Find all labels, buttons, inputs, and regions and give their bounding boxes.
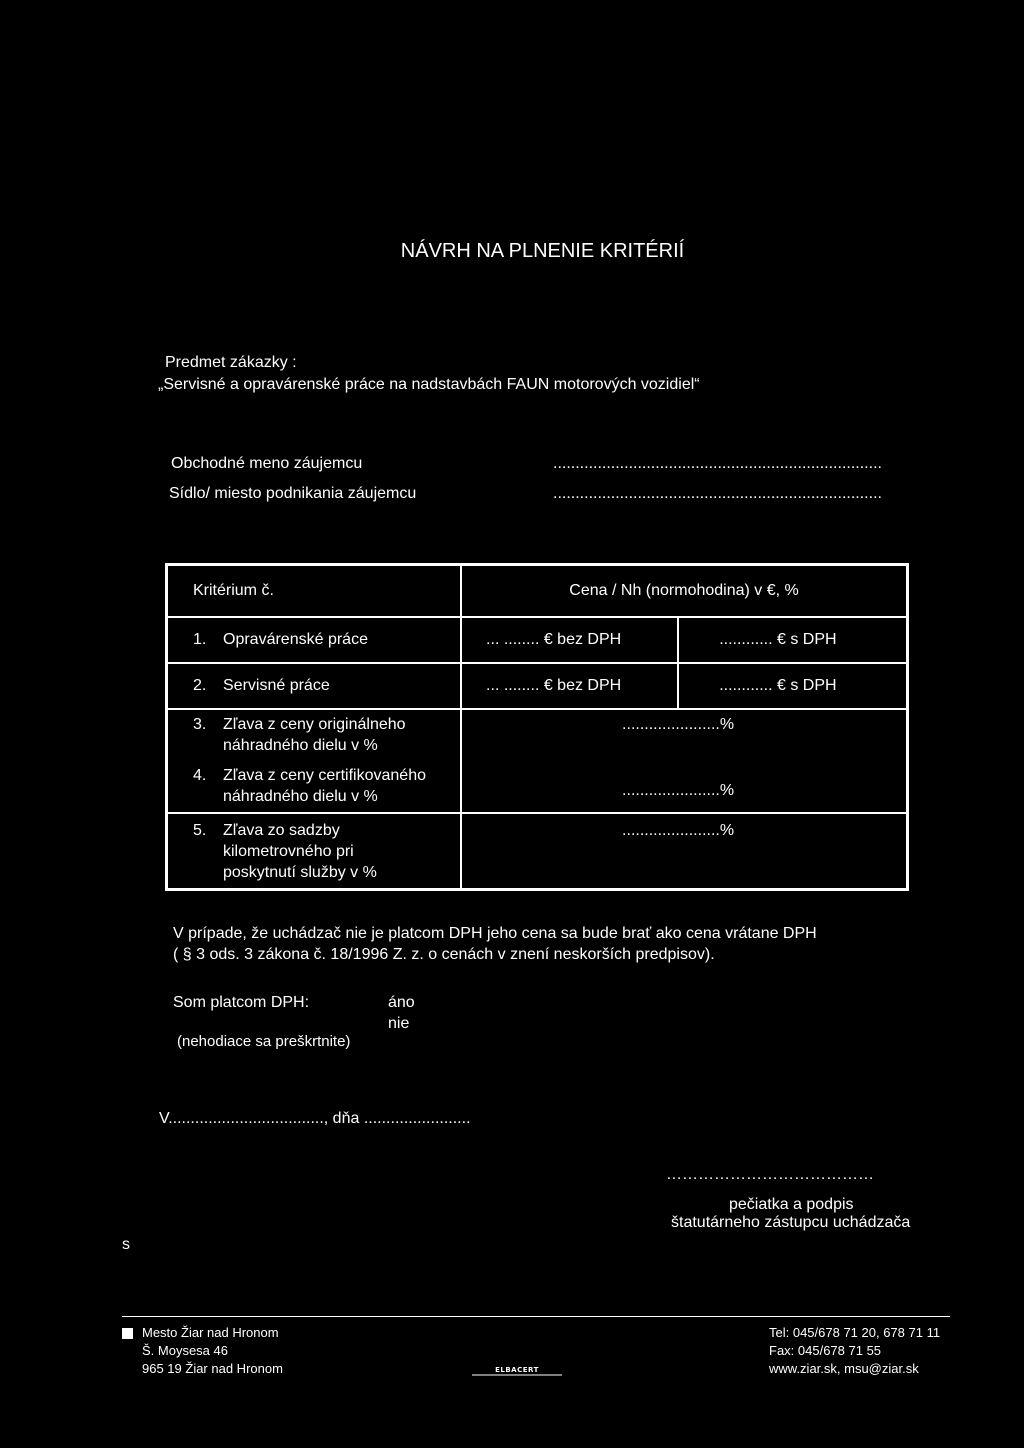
criterion-label: Servisné práce [223, 677, 330, 695]
place-date-field[interactable]: V..................................., dňa ........................ [159, 1110, 471, 1127]
subject-label: Predmet zákazky : [165, 354, 297, 371]
table-row [167, 813, 908, 889]
criteria-table [165, 563, 909, 891]
criterion-number: 2. [193, 677, 207, 695]
elbacert-logo [472, 1364, 562, 1376]
table-row [167, 617, 908, 663]
price-without-vat[interactable]: ... ........ € bez DPH [461, 617, 678, 663]
criterion-label: Zľava z ceny certifikovaného [223, 766, 426, 784]
applicant-seat-label: Sídlo/ miesto podnikania záujemcu [169, 485, 417, 502]
footer-org-street: Š. Moysesa 46 [142, 1343, 228, 1358]
criterion-number: 5. [193, 822, 207, 840]
signature-line: ………………………………… [666, 1166, 874, 1183]
criterion-label: Opravárenské práce [223, 631, 368, 649]
discount-certified-field[interactable]: ......................% [461, 759, 907, 813]
logo-text: ELBACERT [495, 1366, 539, 1374]
table-row [167, 709, 908, 759]
vat-payer-hint: (nehodiace sa preškrtnite) [177, 1033, 351, 1050]
criterion-number: 3. [193, 715, 207, 733]
vat-note-line2: ( § 3 ods. 3 zákona č. 18/1996 Z. z. o cenách v znení neskorších predpisov). [173, 946, 715, 963]
criterion-label-cont: poskytnutí služby v % [223, 864, 377, 882]
vat-payer-no[interactable]: nie [388, 1015, 410, 1032]
criterion-label-cont: náhradného dielu v % [223, 787, 378, 805]
criterion-label-cont: kilometrovného pri [223, 843, 354, 861]
applicant-seat-field[interactable]: .......................................................................... [553, 485, 882, 502]
price-with-vat[interactable]: ............ € s DPH [678, 617, 907, 663]
criterion-label: Zľava zo sadzby [223, 822, 340, 840]
stray-letter: s [122, 1236, 130, 1253]
table-row [167, 663, 908, 709]
vat-payer-label: Som platcom DPH: [173, 994, 310, 1011]
footer-org-city: 965 19 Žiar nad Hronom [142, 1361, 283, 1376]
table-row [167, 759, 908, 813]
footer-phone: Tel: 045/678 71 20, 678 71 11 [769, 1325, 941, 1340]
vat-note-line1: V prípade, že uchádzač nie je platcom DPH jeho cena sa bude brať ako cena vrátane DPH [173, 925, 817, 942]
footer-org-name: Mesto Žiar nad Hronom [142, 1325, 279, 1340]
subject-value: „Servisné a opravárenské práce na nadstavbách FAUN motorových vozidiel“ [158, 376, 700, 393]
header-price: Cena / Nh (normohodina) v €, % [461, 565, 907, 618]
price-without-vat[interactable]: ... ........ € bez DPH [461, 663, 678, 709]
applicant-name-field[interactable]: .......................................................................... [553, 455, 882, 472]
criterion-number: 1. [193, 631, 207, 649]
footer-square-icon [122, 1328, 133, 1339]
footer-divider [122, 1316, 950, 1317]
footer-fax: Fax: 045/678 71 55 [769, 1343, 882, 1358]
discount-km-field[interactable]: ......................% [461, 813, 907, 889]
applicant-name-label: Obchodné meno záujemcu [171, 455, 363, 472]
criterion-number: 4. [193, 766, 207, 784]
header-criterion: Kritérium č. [167, 565, 462, 618]
criterion-label: Zľava z ceny originálneho [223, 715, 406, 733]
signature-caption-2: štatutárneho zástupcu uchádzača [671, 1214, 911, 1231]
signature-caption-1: pečiatka a podpis [729, 1196, 854, 1213]
discount-original-field[interactable]: ......................% [461, 709, 907, 759]
vat-payer-yes[interactable]: áno [388, 994, 415, 1011]
table-header-row [167, 565, 908, 618]
page-title: NÁVRH NA PLNENIE KRITÉRIÍ [400, 240, 685, 262]
price-with-vat[interactable]: ............ € s DPH [678, 663, 907, 709]
footer-web-email[interactable]: www.ziar.sk, msu@ziar.sk [769, 1361, 919, 1376]
criterion-label-cont: náhradného dielu v % [223, 736, 378, 754]
